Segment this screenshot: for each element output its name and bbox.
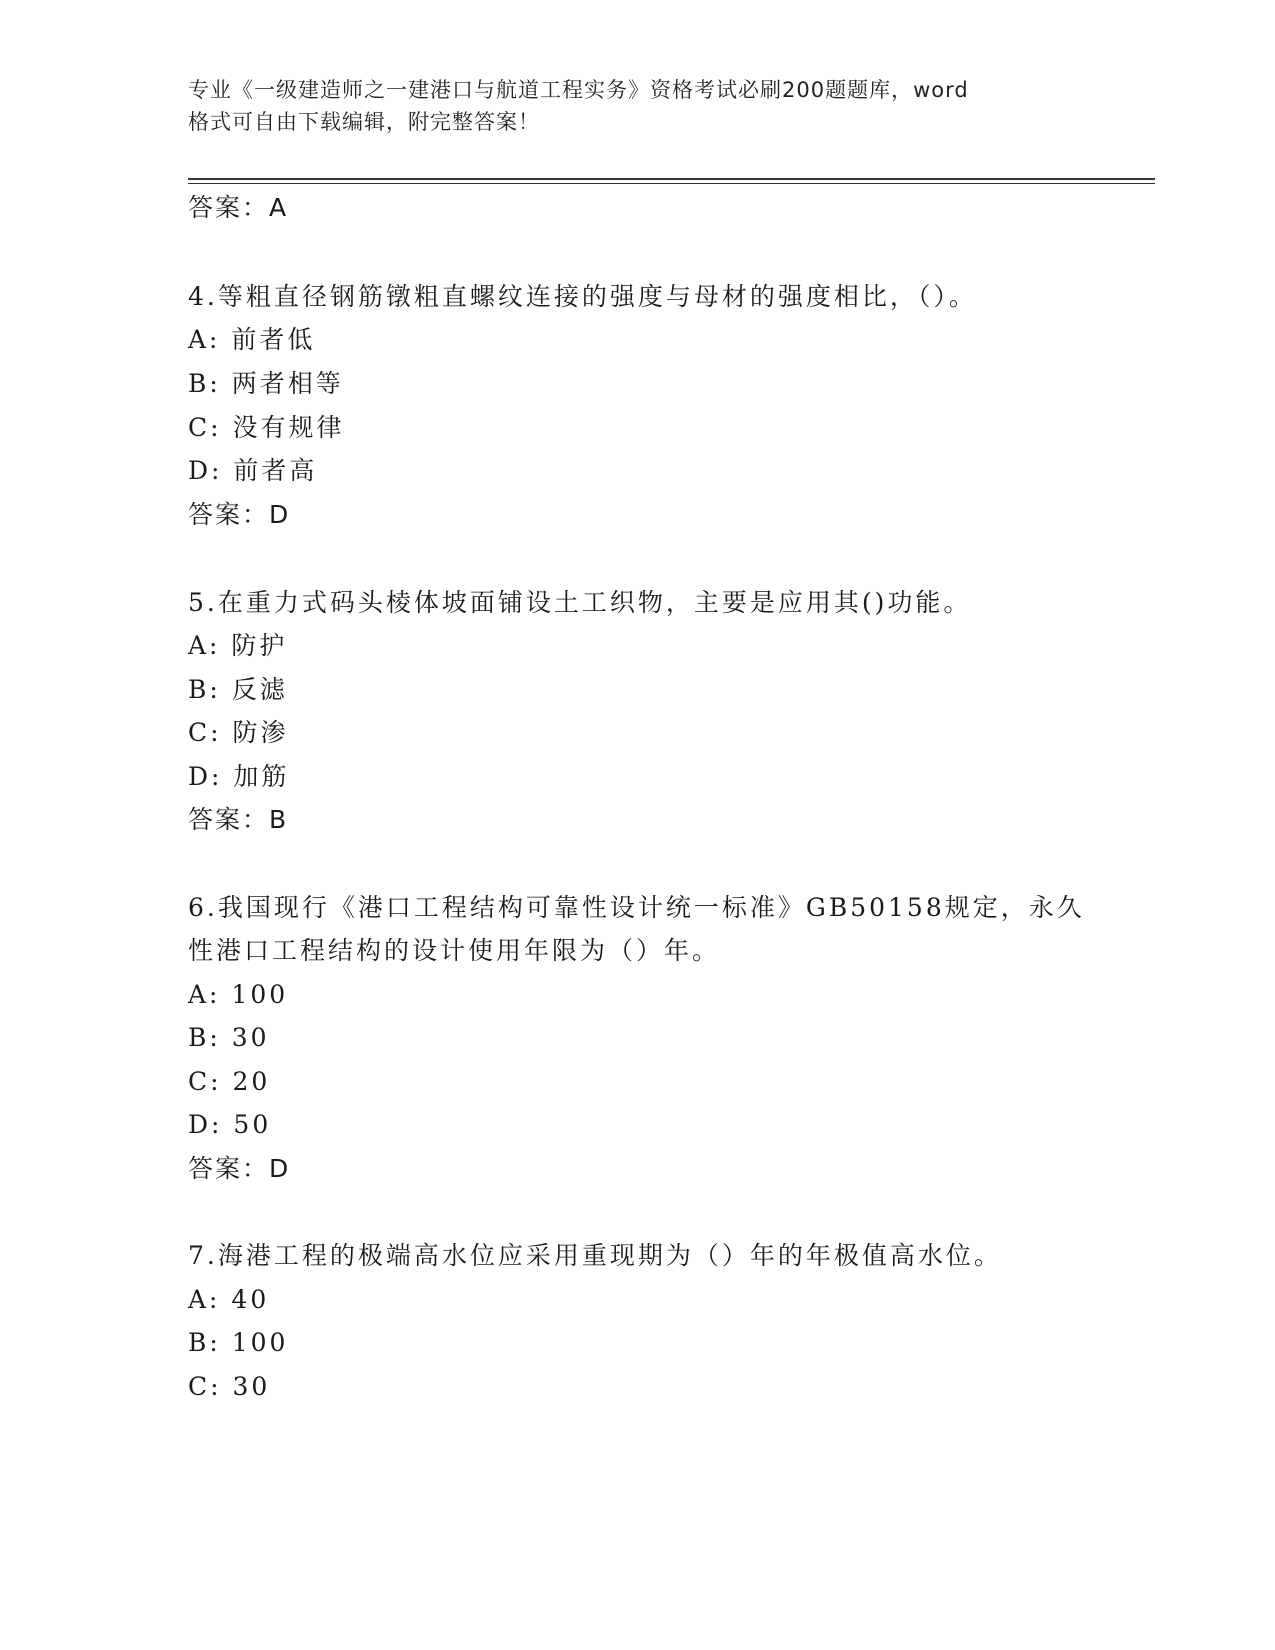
- question-4-stem: 4.等粗直径钢筋镦粗直螺纹连接的强度与母材的强度相比，（）。: [188, 282, 977, 311]
- question-6-option-d: D: 50: [188, 1110, 272, 1139]
- header-line-1: 专业《一级建造师之一建港口与航道工程实务》资格考试必刷200题题库，word: [188, 78, 969, 102]
- question-6-option-c: C: 20: [188, 1067, 271, 1096]
- answer-previous: 答案：A: [188, 193, 289, 222]
- header-rule-thick: [188, 178, 1155, 180]
- question-6-option-b: B: 30: [188, 1023, 270, 1052]
- question-5-option-d: D: 加筋: [188, 762, 290, 791]
- question-4-option-b: B: 两者相等: [188, 369, 344, 398]
- document-header: [188, 74, 1068, 138]
- question-5-option-c: C: 防渗: [188, 718, 289, 747]
- question-5-option-a: A: 防护: [188, 631, 288, 660]
- question-7-option-b: B: 100: [188, 1328, 289, 1357]
- question-4-option-c: C: 没有规律: [188, 413, 345, 442]
- question-5-answer: 答案：B: [188, 805, 289, 834]
- question-4-answer: 答案：D: [188, 500, 291, 529]
- question-5-option-b: B: 反滤: [188, 675, 288, 704]
- question-4-option-a: A: 前者低: [188, 325, 316, 354]
- question-6-stem-line-1: 6.我国现行《港口工程结构可靠性设计统一标准》GB50158规定，永久: [188, 893, 1085, 922]
- question-6-stem-line-2: 性港口工程结构的设计使用年限为（）年。: [188, 936, 721, 965]
- question-6-option-a: A: 100: [188, 980, 289, 1009]
- question-6-answer: 答案：D: [188, 1154, 291, 1183]
- header-rule-thin: [188, 183, 1155, 184]
- header-line-2: 格式可自由下载编辑，附完整答案！: [188, 110, 540, 134]
- question-7-stem: 7.海港工程的极端高水位应采用重现期为（）年的年极值高水位。: [188, 1241, 1002, 1270]
- question-4-option-d: D: 前者高: [188, 456, 318, 485]
- question-5-stem: 5.在重力式码头棱体坡面铺设土工织物，主要是应用其()功能。: [188, 588, 972, 617]
- question-7-option-a: A: 40: [188, 1285, 270, 1314]
- question-7-option-c: C: 30: [188, 1372, 271, 1401]
